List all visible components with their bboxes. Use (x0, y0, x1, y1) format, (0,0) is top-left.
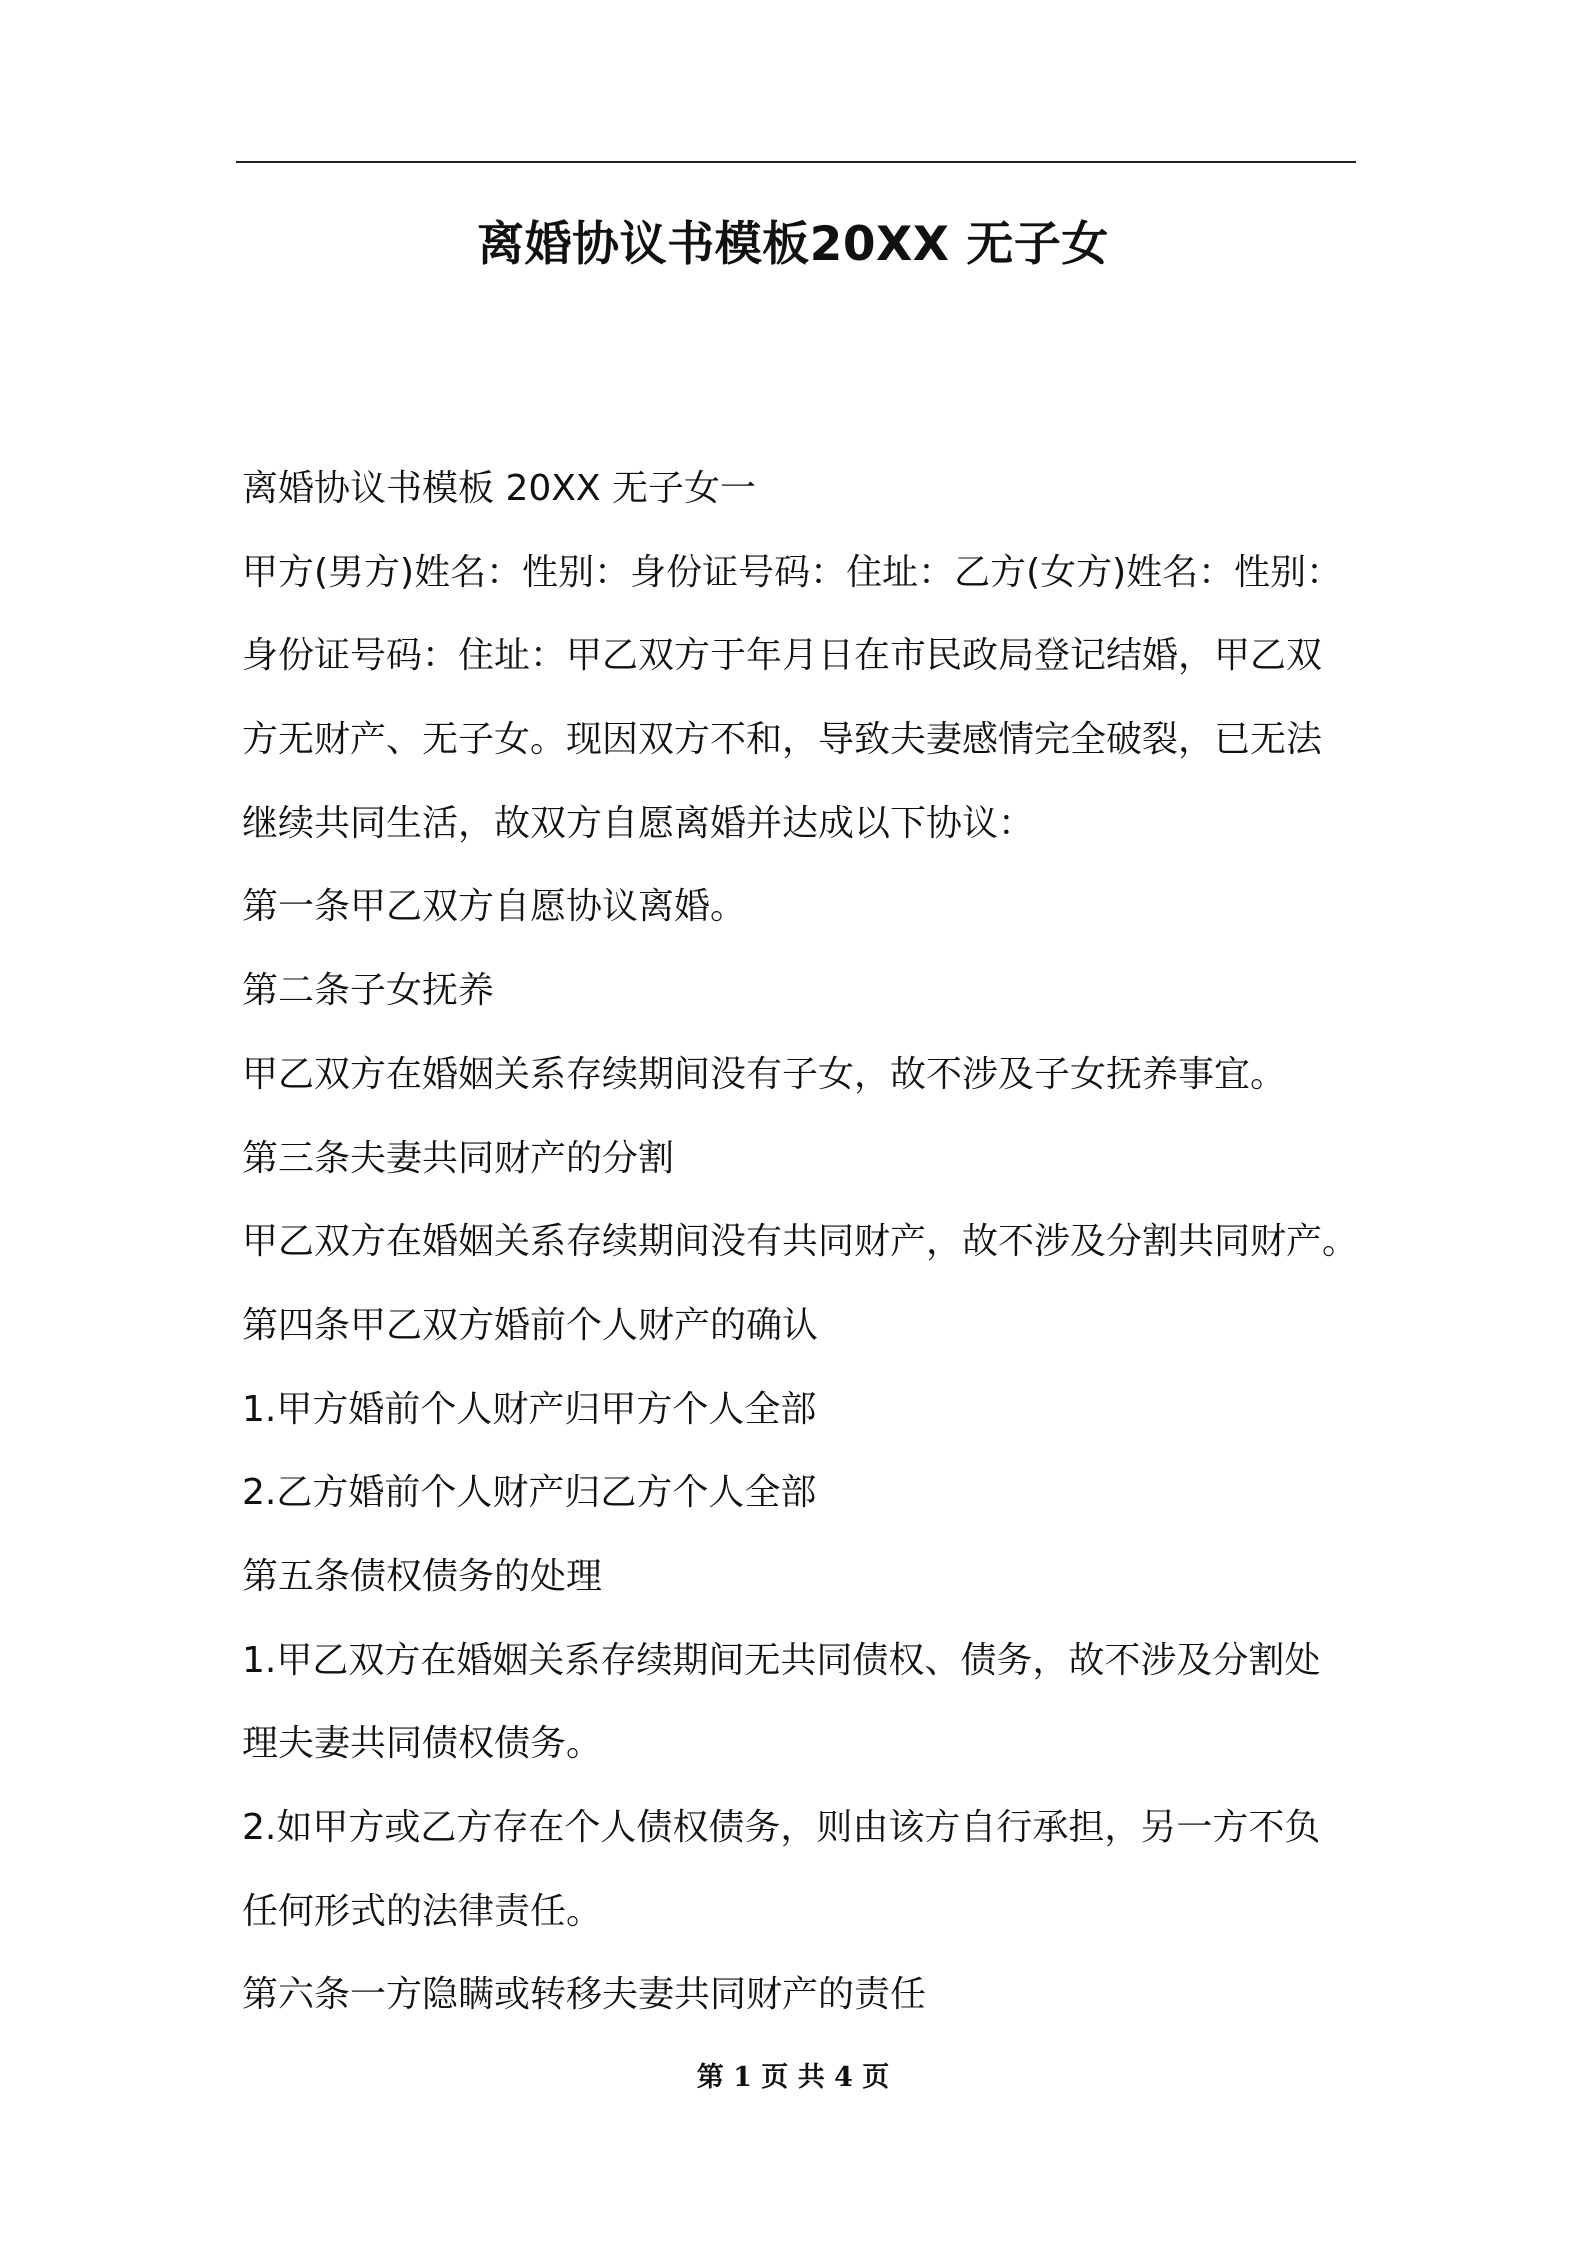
article-line: 第一条甲乙双方自愿协议离婚。 (242, 886, 747, 928)
list-item: 1.甲方婚前个人财产归甲方个人全部 (242, 1388, 817, 1430)
list-item: 2.如甲方或乙方存在个人债权债务，则由该方自行承担，另一方不负 (242, 1807, 1321, 1848)
document-title: 离婚协议书模板20XX 无子女 (477, 217, 1109, 272)
article-heading: 第六条一方隐瞒或转移夫妻共同财产的责任 (242, 1974, 927, 2016)
header-rule (236, 161, 1356, 163)
article-heading: 第三条夫妻共同财产的分割 (242, 1137, 675, 1179)
article-heading: 第二条子女抚养 (242, 970, 495, 1012)
paragraph-line: 甲方(男方)姓名：性别：身份证号码：住址：乙方(女方)姓名：性别： (242, 551, 1343, 593)
paragraph-line: 方无财产、无子女。现因双方不和，导致夫妻感情完全破裂，已无法 (242, 719, 1323, 761)
paragraph-line: 甲乙双方在婚姻关系存续期间没有共同财产，故不涉及分割共同财产。 (242, 1221, 1359, 1263)
document-body (242, 456, 1362, 2046)
paragraph-line: 理夫妻共同债权债务。 (242, 1723, 603, 1765)
page-number: 第 1 页 共 4 页 (696, 2062, 890, 2093)
paragraph-line: 身份证号码：住址：甲乙双方于年月日在市民政局登记结婚，甲乙双 (242, 635, 1323, 677)
section-heading: 离婚协议书模板 20XX 无子女一 (242, 468, 757, 509)
paragraph-line: 任何形式的法律责任。 (242, 1890, 603, 1932)
article-heading: 第五条债权债务的处理 (242, 1555, 603, 1597)
article-heading: 第四条甲乙双方婚前个人财产的确认 (242, 1304, 819, 1346)
list-item: 2.乙方婚前个人财产归乙方个人全部 (242, 1472, 817, 1514)
list-item: 1.甲乙双方在婚姻关系存续期间无共同债权、债务，故不涉及分割处 (242, 1639, 1321, 1681)
paragraph-line: 继续共同生活，故双方自愿离婚并达成以下协议： (242, 802, 1035, 844)
paragraph-line: 甲乙双方在婚姻关系存续期间没有子女，故不涉及子女抚养事宜。 (242, 1053, 1287, 1095)
